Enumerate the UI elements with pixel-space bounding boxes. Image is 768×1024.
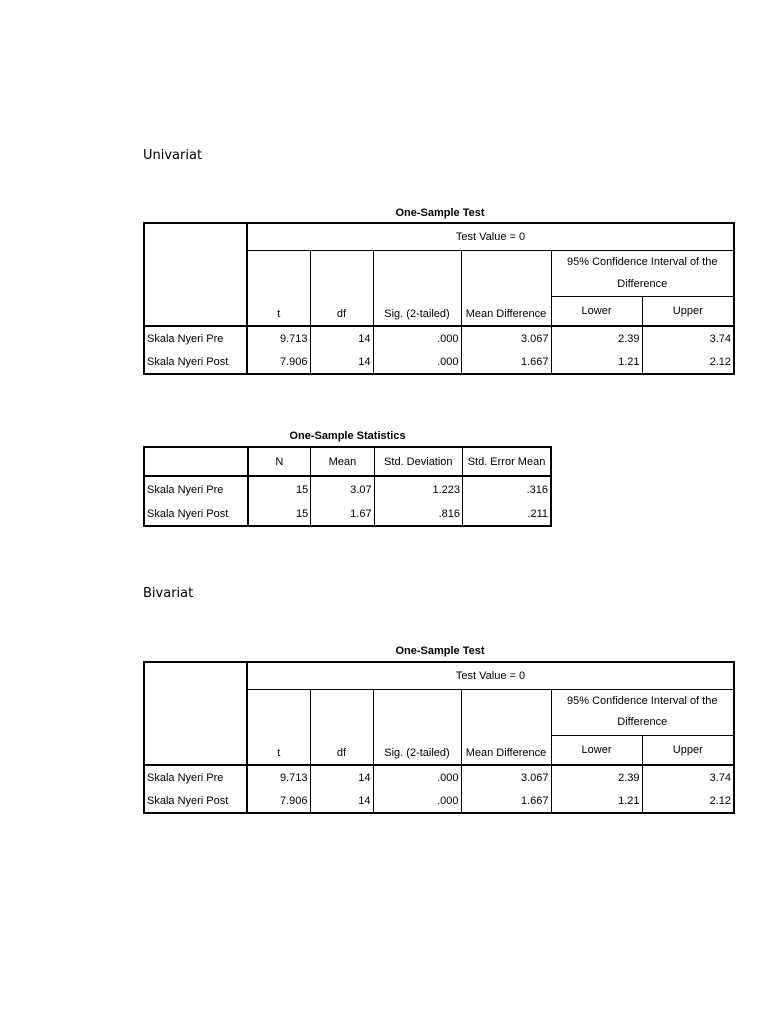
col-header-n: N bbox=[248, 447, 311, 476]
cell-upper: 2.12 bbox=[709, 356, 732, 368]
cell-sig: .000 bbox=[373, 765, 461, 790]
cell-df: 14 bbox=[310, 790, 373, 813]
table-row bbox=[144, 326, 734, 351]
table-corner-cell bbox=[144, 662, 247, 765]
row-label: Skala Nyeri Pre bbox=[144, 326, 247, 351]
col-header-lower: Lower bbox=[551, 735, 642, 765]
table-row bbox=[144, 790, 734, 813]
cell-upper: 2.12 bbox=[709, 795, 732, 807]
col-header-upper: Upper bbox=[642, 735, 734, 765]
cell-mean: 1.67 bbox=[311, 502, 374, 526]
cell-t: 9.713 bbox=[247, 765, 310, 790]
cell-mean: 3.07 bbox=[311, 476, 374, 502]
test-value-header: Test Value = 0 bbox=[247, 223, 734, 250]
col-header-std-deviation: Std. Deviation bbox=[374, 447, 462, 476]
table-caption-one-sample-test: One-Sample Test bbox=[395, 645, 485, 657]
ci-header-line1: 95% Confidence Interval of the bbox=[567, 256, 718, 268]
cell-t: 9.713 bbox=[247, 326, 310, 351]
cell-df: 14 bbox=[310, 326, 373, 351]
ci-header bbox=[551, 250, 734, 296]
ci-header-line2: Difference bbox=[617, 716, 668, 728]
cell-n: 15 bbox=[248, 502, 311, 526]
cell-mean-difference: 1.667 bbox=[461, 351, 551, 374]
col-header-mean: Mean bbox=[311, 447, 374, 476]
col-header-df: df bbox=[310, 689, 373, 765]
cell-sig: .000 bbox=[373, 351, 461, 374]
table-caption-one-sample-test: One-Sample Test bbox=[395, 207, 485, 219]
cell-t: 7.906 bbox=[247, 351, 310, 374]
ci-header-line1: 95% Confidence Interval of the bbox=[567, 695, 718, 707]
col-header-t: t bbox=[247, 689, 310, 765]
table-row bbox=[144, 351, 734, 374]
col-header-lower: Lower bbox=[551, 296, 642, 326]
section-heading-univariat: Univariat bbox=[143, 148, 203, 163]
col-header-sig: Sig. (2-tailed) bbox=[373, 689, 461, 765]
cell-t: 7.906 bbox=[247, 790, 310, 813]
col-header-upper: Upper bbox=[642, 296, 734, 326]
one-sample-test-table-bivariat bbox=[143, 661, 735, 814]
row-label: Skala Nyeri Post bbox=[144, 502, 248, 526]
cell-std-deviation: .816 bbox=[374, 502, 462, 526]
row-label: Skala Nyeri Pre bbox=[144, 476, 248, 502]
cell-upper: 3.74 bbox=[709, 772, 732, 784]
row-label: Skala Nyeri Pre bbox=[144, 765, 247, 790]
cell-df: 14 bbox=[310, 351, 373, 374]
cell-mean-difference: 3.067 bbox=[461, 765, 551, 790]
cell-lower: 1.21 bbox=[551, 790, 642, 813]
table-caption-one-sample-statistics: One-Sample Statistics bbox=[289, 430, 406, 442]
one-sample-statistics-table bbox=[143, 446, 552, 527]
col-header-mean-difference: Mean Difference bbox=[461, 250, 551, 326]
test-value-header: Test Value = 0 bbox=[247, 662, 734, 689]
ci-header-line2: Difference bbox=[617, 278, 668, 290]
cell-n: 15 bbox=[248, 476, 311, 502]
table-corner-cell bbox=[144, 223, 247, 326]
cell-std-deviation: 1.223 bbox=[374, 476, 462, 502]
col-header-std-error-mean: Std. Error Mean bbox=[463, 447, 551, 476]
cell-std-error-mean: .316 bbox=[526, 483, 548, 496]
row-label: Skala Nyeri Post bbox=[144, 351, 247, 374]
cell-lower: 2.39 bbox=[551, 765, 642, 790]
table-row bbox=[144, 765, 734, 790]
cell-sig: .000 bbox=[373, 326, 461, 351]
col-header-df: df bbox=[310, 250, 373, 326]
cell-std-error-mean: .211 bbox=[527, 507, 548, 520]
cell-lower: 2.39 bbox=[551, 326, 642, 351]
ci-header bbox=[551, 689, 734, 735]
cell-sig: .000 bbox=[373, 790, 461, 813]
col-header-mean-difference: Mean Difference bbox=[461, 689, 551, 765]
table-row bbox=[144, 502, 551, 526]
cell-df: 14 bbox=[310, 765, 373, 790]
col-header-t: t bbox=[247, 250, 310, 326]
one-sample-test-table bbox=[143, 222, 735, 375]
section-heading-bivariat: Bivariat bbox=[143, 586, 194, 601]
col-header-sig: Sig. (2-tailed) bbox=[373, 250, 461, 326]
cell-mean-difference: 3.067 bbox=[461, 326, 551, 351]
table-row bbox=[144, 476, 551, 502]
cell-mean-difference: 1.667 bbox=[461, 790, 551, 813]
row-label: Skala Nyeri Post bbox=[144, 790, 247, 813]
table-corner-cell bbox=[144, 447, 248, 476]
cell-lower: 1.21 bbox=[551, 351, 642, 374]
cell-upper: 3.74 bbox=[709, 333, 732, 345]
